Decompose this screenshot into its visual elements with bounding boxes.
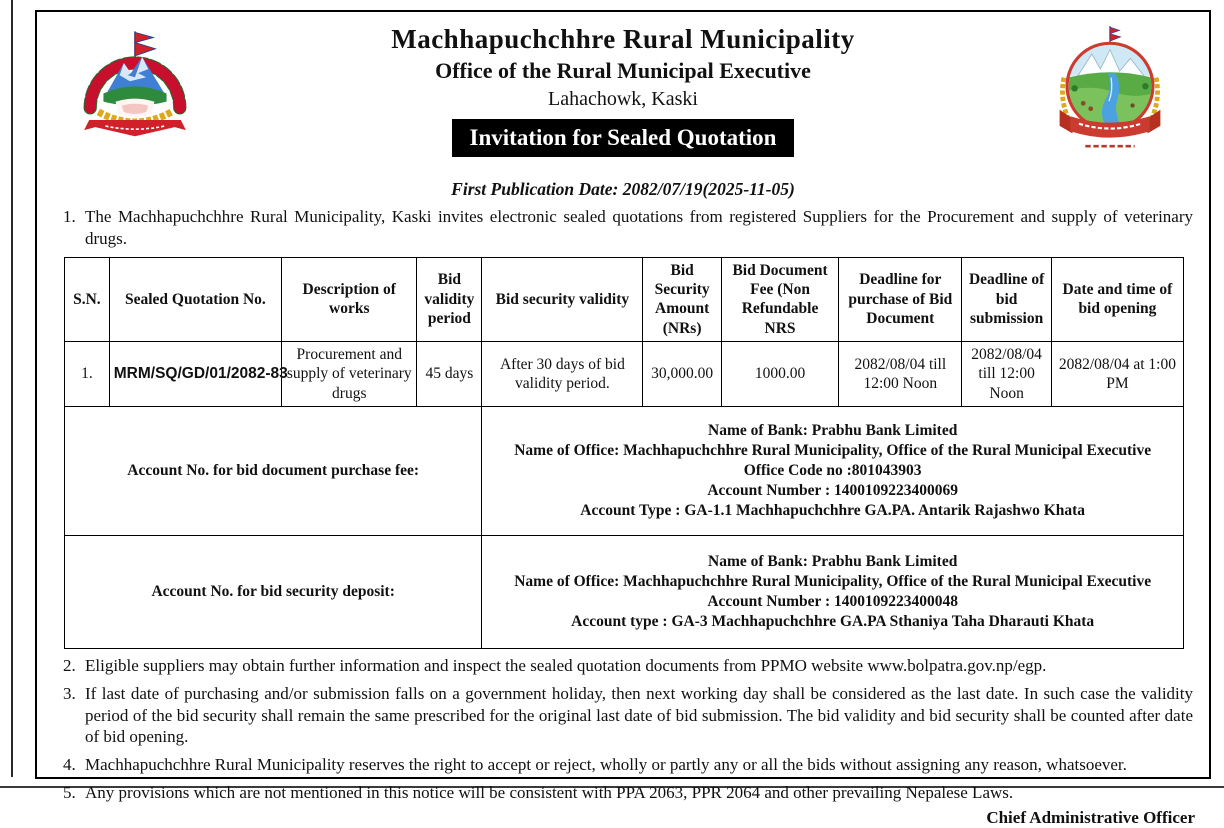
col-header-opening: Date and time of bid opening xyxy=(1051,257,1183,342)
note-item-2 xyxy=(55,655,1193,677)
account-number-line: Account Number : 1400109223400048 xyxy=(707,593,959,611)
note-item-3 xyxy=(55,683,1193,748)
col-header-deadline-purchase: Deadline for purchase of Bid Document xyxy=(839,257,962,342)
quotation-table xyxy=(64,257,1184,650)
municipality-title: Machhapuchchhre Rural Municipality xyxy=(391,24,855,54)
purchase-fee-label: Account No. for bid document purchase fee: xyxy=(65,407,482,536)
account-type-line: Account Type : GA-1.1 Machhapuchchhre GA.PA. Antarik Rajashwo Khata xyxy=(580,502,1086,520)
account-type-line: Account type : GA-3 Machhapuchchhre GA.PA Sthaniya Taha Dharauti Khata xyxy=(571,613,1095,631)
notice-frame xyxy=(35,10,1211,827)
cell-deadline-purchase: 2082/08/04 till 12:00 Noon xyxy=(839,342,962,407)
cell-security-validity: After 30 days of bid validity period. xyxy=(482,342,643,407)
col-header-bid-validity: Bid validity period xyxy=(417,257,482,342)
note-text: Machhapuchchhre Rural Municipality reserves the right to accept or reject, wholly or partly any or all the bids without assigning any reason, whatsoever. xyxy=(85,755,1127,775)
bank-name-line: Name of Bank: Prabhu Bank Limited xyxy=(708,552,958,570)
notice-header xyxy=(37,12,1209,170)
note-number: 3. xyxy=(63,683,76,703)
security-deposit-details xyxy=(482,536,1184,649)
cell-quotation-no: MRM/SQ/GD/01/2082-83 xyxy=(109,342,281,407)
col-header-security-validity: Bid security validity xyxy=(482,257,643,342)
office-subtitle: Office of the Rural Municipal Executive xyxy=(435,58,811,84)
table-row xyxy=(65,342,1184,407)
municipality-seal-icon xyxy=(1051,24,1169,158)
col-header-security-amount: Bid Security Amount (NRs) xyxy=(643,257,721,342)
note-number: 1. xyxy=(63,207,76,226)
invitation-banner: Invitation for Sealed Quotation xyxy=(452,119,795,157)
note-item-1 xyxy=(55,206,1193,250)
location-line: Lahachowk, Kaski xyxy=(548,88,698,111)
note-item-4 xyxy=(55,754,1193,776)
nepal-coat-of-arms-icon xyxy=(79,26,191,158)
cell-opening: 2082/08/04 at 1:00 PM xyxy=(1051,342,1183,407)
office-code-line: Office Code no :801043903 xyxy=(743,462,922,480)
cell-bid-validity: 45 days xyxy=(417,342,482,407)
note-number: 2. xyxy=(63,656,76,676)
office-name-line: Name of Office: Machhapuchchhre Rural Municipality, Office of the Rural Municipal Executive xyxy=(514,441,1152,459)
note-number: 4. xyxy=(63,755,76,775)
note-text: The Machhapuchchhre Rural Municipality, Kaski invites electronic sealed quotations from registered Suppliers for the Procurement and supply of veterinary drugs. xyxy=(85,207,1193,248)
note-text: If last date of purchasing and/or submission falls on a government holiday, then next working day shall be considered as the last date. In such case the validity period of the bid security shall remain the same prescribed for the original last date of bid submission. The bid validity and bid security shall be counted after date of bid opening. xyxy=(85,683,1193,747)
note-text: Eligible suppliers may obtain further information and inspect the sealed quotation documents from PPMO website www.bolpatra.gov.np/egp. xyxy=(85,656,1047,676)
security-deposit-label: Account No. for bid security deposit: xyxy=(65,536,482,649)
col-header-document-fee: Bid Document Fee (Non Refundable NRS xyxy=(721,257,838,342)
cell-sn: 1. xyxy=(65,342,110,407)
note-item-5 xyxy=(55,782,1193,804)
signature-line: Chief Administrative Officer xyxy=(986,807,1195,827)
table-header-row xyxy=(65,257,1184,342)
publication-date: First Publication Date: 2082/07/19(2025-11-05) xyxy=(451,179,795,199)
security-deposit-account-row xyxy=(65,536,1184,649)
office-name-line: Name of Office: Machhapuchchhre Rural Municipality, Office of the Rural Municipal Executive xyxy=(514,572,1152,590)
note-number: 5. xyxy=(63,782,76,802)
col-header-sn: S.N. xyxy=(65,257,110,342)
cell-deadline-submission: 2082/08/04 till 12:00 Noon xyxy=(962,342,1052,407)
purchase-fee-account-row xyxy=(65,407,1184,536)
account-number-line: Account Number : 1400109223400069 xyxy=(707,482,959,500)
cell-description: Procurement and supply of veterinary drugs xyxy=(282,342,417,407)
header-text-block xyxy=(37,12,1209,157)
col-header-description: Description of works xyxy=(282,257,417,342)
bank-name-line: Name of Bank: Prabhu Bank Limited xyxy=(708,421,958,439)
scan-edge-line-left xyxy=(11,0,13,777)
cell-security-amount: 30,000.00 xyxy=(643,342,721,407)
cell-document-fee: 1000.00 xyxy=(721,342,838,407)
note-text: Any provisions which are not mentioned in this notice will be consistent with PPA 2063, PPR 2064 and other prevailing Nepalese Laws. xyxy=(85,782,1014,802)
purchase-fee-details xyxy=(482,407,1184,536)
notice-body xyxy=(37,206,1209,804)
col-header-deadline-submission: Deadline of bid submission xyxy=(962,257,1052,342)
col-header-quotation-no: Sealed Quotation No. xyxy=(109,257,281,342)
